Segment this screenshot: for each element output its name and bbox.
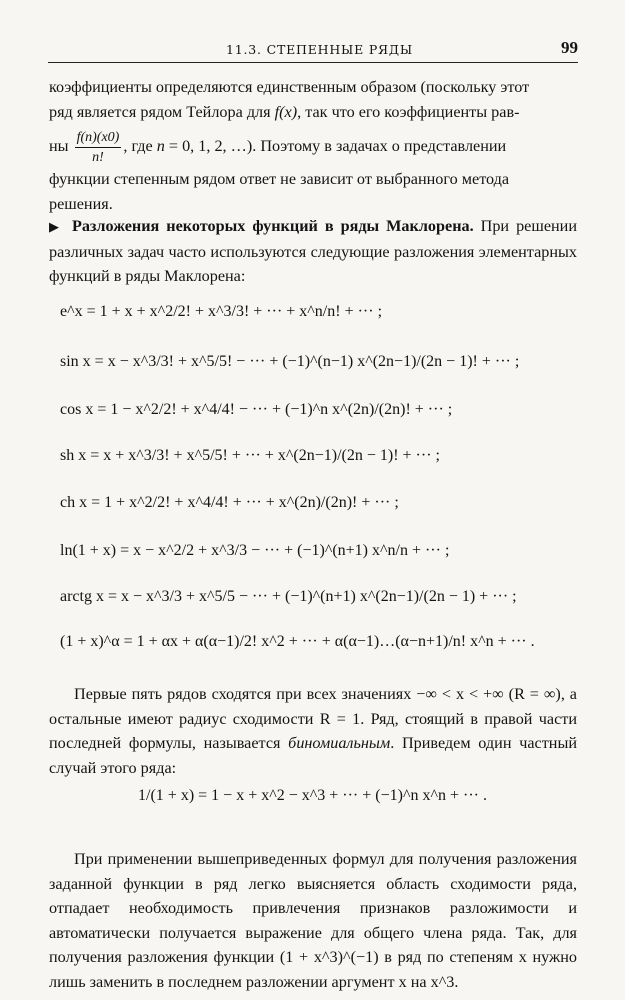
formula-ln: ln(1 + x) = x − x^2/2 + x^3/3 − ··· + (−1)^(n+1) x^n/n + ··· ; [60,542,450,559]
intro-line-4: функции степенным рядом ответ не зависит от выбранного метода [49,170,510,188]
closing-paragraph: При применении вышеприведенных формул для получения разложения заданной функции в ряд легко выясняется область сходимости ряда, отпадает необходимость привлечения признаков разложимости и автоматически получается выражение для общего члена ряда. Так, для получения разложения функции (1 + x^3)^(−1) в ряд по степеням x нужно лишь заменить в последнем разложении аргумент x на x^3. [49,850,577,991]
intro-line-2: ряд является рядом Тейлора для f(x), так что его коэффициенты рав- [49,102,520,121]
formula-arctg: arctg x = x − x^3/3 + x^5/5 − ··· + (−1)^(n+1) x^(2n−1)/(2n − 1) + ··· ; [60,588,517,605]
intro-line-1: коэффициенты определяются единственным образом (поскольку этот [49,78,530,96]
formula-sin: sin x = x − x^3/3! + x^5/5! − ··· + (−1)^(n−1) x^(2n−1)/(2n − 1)! + ··· ; [60,353,520,370]
section-paragraph [49,214,577,289]
formula-exp: e^x = 1 + x + x^2/2! + x^3/3! + ··· + x^n/n! + ··· ; [60,303,383,320]
binomial-term: биномиальным [288,734,391,752]
intro-line-5: решения. [49,194,113,213]
formula-ch: ch x = 1 + x^2/2! + x^4/4! + ··· + x^(2n)/(2n)! + ··· ; [60,494,399,511]
section-heading: Разложения некоторых функций в ряды Маклорена. [71,217,474,235]
section-text: При решении различных задач часто используются следующие разложения элементарных функций в ряды Маклорена: [49,217,577,285]
formula-binomial: (1 + x)^α = 1 + αx + α(α−1)/2! x^2 + ··· + α(α−1)…(α−n+1)/n! x^n + ··· . [60,633,535,650]
formula-special-case: 1/(1 + x) = 1 − x + x^2 − x^3 + ··· + (−1)^n x^n + ··· . [138,787,487,804]
section-title: 11.3. СТЕПЕННЫЕ РЯДЫ [226,42,413,57]
formula-cos: cos x = 1 − x^2/2! + x^4/4! − ··· + (−1)^n x^(2n)/(2n)! + ··· ; [60,401,453,418]
intro-paragraph [49,75,577,216]
page-number: 99 [561,38,578,57]
taylor-coefficient-fraction: $\frac{f(n)(x0)}{n!}$ [76,130,120,165]
running-header [48,38,578,63]
triangle-marker-icon: ▶ [49,219,62,234]
intro-line-3: ны $\frac{f(n)(x0)}{n!}$ , где n = 0, 1, 2, …). Поэтому в задачах о представлении [49,130,507,165]
formula-sh: sh x = x + x^3/3! + x^5/5! + ··· + x^(2n−1)/(2n − 1)! + ··· ; [60,447,440,464]
convergence-paragraph: Первые пять рядов сходятся при всех значениях −∞ < x < +∞ (R = ∞), а остальные имеют радиус сходимости R = 1. Ряд, стоящий в правой части последней формулы, называется биномиальным. Приведем один частный случай этого ряда: [49,685,577,777]
